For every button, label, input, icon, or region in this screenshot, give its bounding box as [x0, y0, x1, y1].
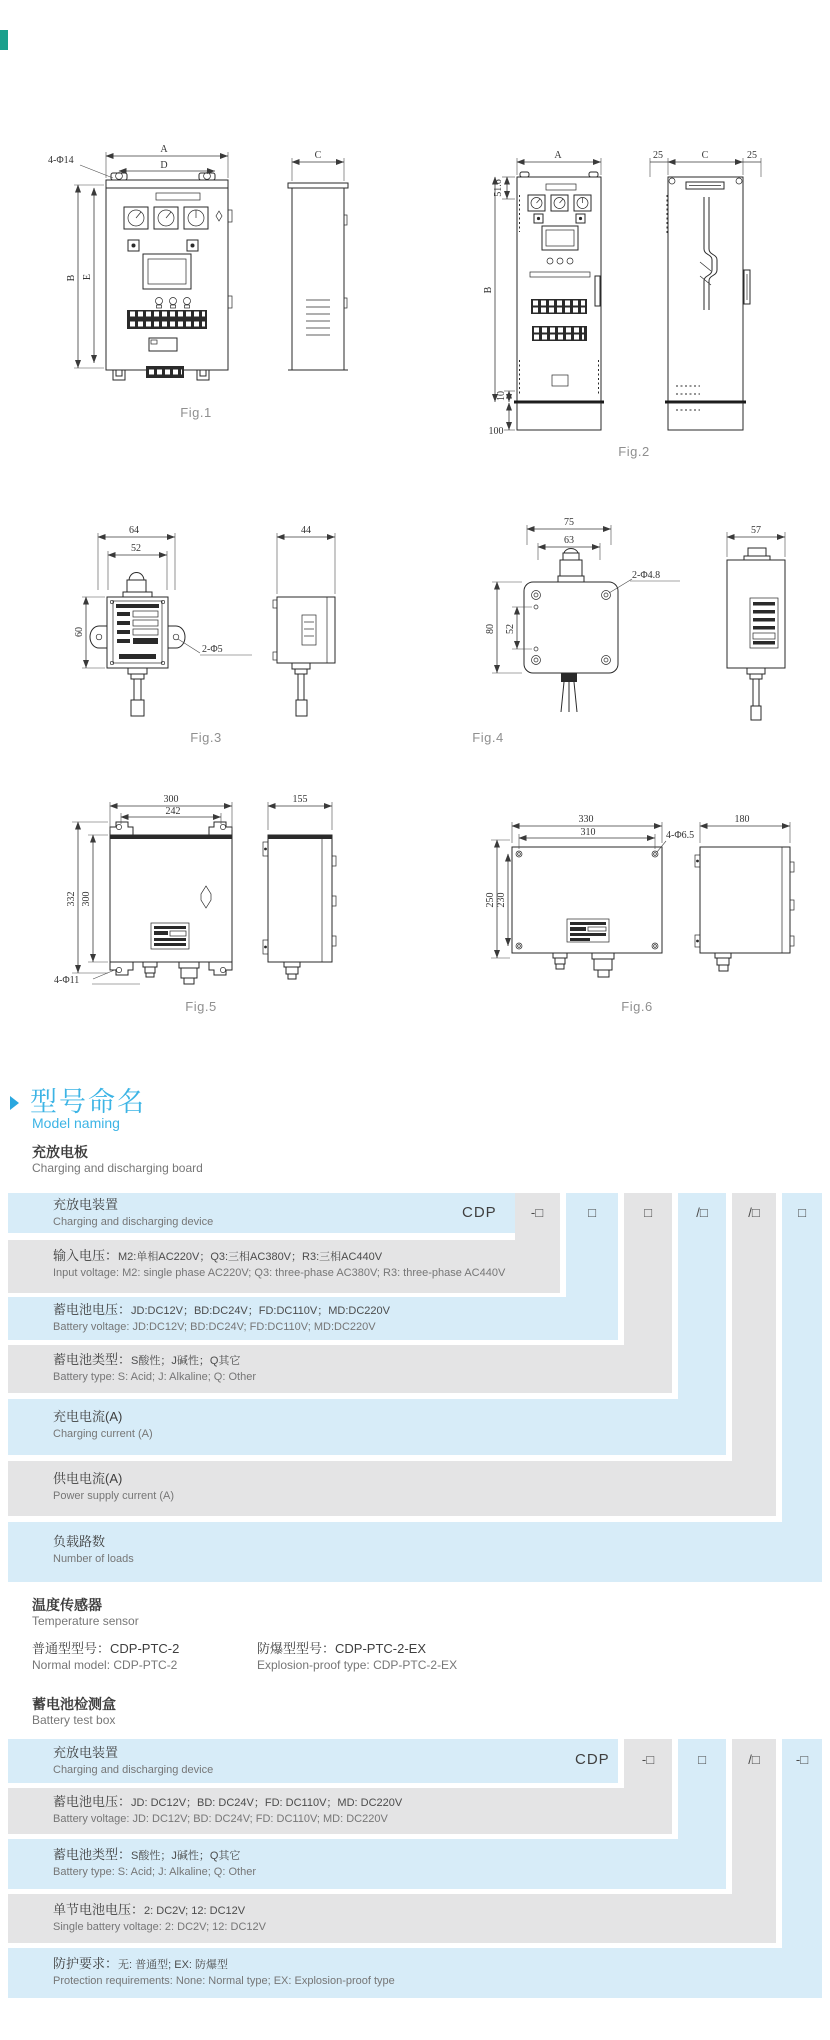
fig2-dim-516: 51.6	[493, 179, 504, 197]
fig4-holes-label: 2-Φ4.8	[632, 570, 661, 581]
testbox-heading-en: Battery test box	[32, 1713, 116, 1727]
fig2-dim-b: B	[483, 286, 494, 294]
board-row-input-voltage: 输入电压：M2:单相AC220V；Q3:三相AC380V；R3:三相AC440V Input voltage: M2: single phase AC220V; Q3: three-phase AC380V; R3: three-phase AC440V	[8, 1240, 560, 1293]
fig4-dim-52: 52	[505, 624, 516, 634]
fig1-dim-b: B	[66, 274, 77, 282]
board-model-code: CDP	[462, 1204, 497, 1221]
fig5-caption: Fig.5	[185, 999, 217, 1014]
fig5-dim-242: 242	[165, 806, 181, 817]
board-row-charging-current: 充电电流(A) Charging current (A)	[8, 1399, 726, 1455]
testbox-model-code: CDP	[575, 1751, 610, 1768]
board-symbol-4: /□	[696, 1205, 708, 1220]
testbox-symbol-2: □	[698, 1752, 706, 1767]
board-row-device: 充放电装置 Charging and discharging device	[8, 1193, 515, 1233]
fig6-dim-250: 250	[485, 892, 496, 908]
fig5-dim-300-left: 300	[81, 891, 92, 907]
testbox-symbol-3: /□	[748, 1752, 760, 1767]
fig1-dim-c: C	[314, 150, 322, 161]
fig4-dim-75: 75	[564, 517, 574, 528]
fig1-dim-a: A	[160, 144, 168, 155]
section-arrow-icon	[10, 1096, 19, 1110]
fig6-front-view	[512, 847, 662, 977]
fig5-side-view	[263, 835, 336, 979]
fig6-dimensions	[485, 814, 790, 958]
fig3-dim-44: 44	[301, 525, 311, 536]
fig5-front-view	[110, 822, 232, 984]
board-row-supply-current: 供电电流(A) Power supply current (A)	[8, 1461, 776, 1516]
fig3-side-view	[273, 597, 335, 716]
testbox-row-device: 充放电装置 Charging and discharging device	[8, 1739, 618, 1783]
fig2-dim-25l: 25	[653, 150, 663, 161]
sensor-heading-en: Temperature sensor	[32, 1614, 139, 1628]
fig5-holes-label: 4-Φ11	[54, 975, 80, 986]
board-symbol-6: □	[798, 1205, 806, 1220]
testbox-symbol-4: -□	[795, 1752, 809, 1767]
fig5-dim-332: 332	[66, 891, 77, 907]
fig3-caption: Fig.3	[190, 730, 222, 745]
fig6-holes-label: 4-Φ6.5	[666, 830, 695, 841]
fig4-front-view	[524, 549, 618, 713]
fig2-dim-100: 100	[488, 426, 504, 437]
fig5-dim-155: 155	[292, 794, 308, 805]
board-row-battery-voltage: 蓄电池电压：JD:DC12V；BD:DC24V；FD:DC110V；MD:DC220V Battery voltage: JD:DC12V; BD:DC24V; FD:DC110V; MD:DC220V	[8, 1297, 618, 1340]
fig2-dim-a: A	[554, 150, 562, 161]
fig3-dim-52: 52	[131, 543, 141, 554]
board-symbol-1: -□	[530, 1205, 544, 1220]
fig6-side-view	[695, 847, 794, 971]
sensor-normal-model-zh: 普通型型号：CDP-PTC-2	[32, 1641, 180, 1656]
fig3-dim-64: 64	[129, 525, 139, 536]
fig2-side-view	[665, 177, 750, 430]
fig1-side-view	[288, 183, 348, 370]
technical-drawings	[0, 100, 830, 1030]
board-heading-en: Charging and discharging board	[32, 1161, 203, 1175]
fig4-dim-80: 80	[485, 624, 496, 634]
board-symbol-2: □	[588, 1205, 596, 1220]
fig1-holes-label: 4-Φ14	[48, 155, 74, 166]
fig4-caption: Fig.4	[472, 730, 504, 745]
fig6-dim-330: 330	[578, 814, 594, 825]
board-row-number-of-loads: 负载路数 Number of loads	[8, 1522, 822, 1582]
fig6-caption: Fig.6	[621, 999, 653, 1014]
fig2-dim-c: C	[701, 150, 709, 161]
testbox-row-battery-voltage: 蓄电池电压：JD: DC12V；BD: DC24V；FD: DC110V；MD: DC220V Battery voltage: JD: DC12V; BD: DC24V; FD: DC110V; MD: DC220V	[8, 1788, 672, 1834]
board-heading-zh: 充放电板	[32, 1144, 88, 1160]
fig1-dim-d: D	[160, 160, 168, 171]
fig2-dim-10: 10	[496, 391, 507, 401]
board-strip-4	[678, 1193, 726, 1399]
testbox-heading-zh: 蓄电池检测盒	[32, 1696, 116, 1712]
section-subtitle: Model naming	[32, 1115, 120, 1131]
fig3-holes-label: 2-Φ5	[202, 644, 223, 655]
sensor-ex-model-en: Explosion-proof type: CDP-PTC-2-EX	[257, 1658, 458, 1672]
sensor-normal-model-en: Normal model: CDP-PTC-2	[32, 1658, 178, 1672]
fig1-dimensions	[48, 144, 344, 368]
fig2-front-view	[514, 172, 604, 430]
fig6-dim-310: 310	[580, 827, 596, 838]
page-edge-tab	[0, 30, 8, 50]
fig4-dim-57: 57	[751, 525, 761, 536]
testbox-row-protection: 防护要求：无: 普通型; EX: 防爆型 Protection requirements: None: Normal type; EX: Explosion-proof type	[8, 1948, 822, 1998]
fig6-dim-180: 180	[734, 814, 750, 825]
fig3-front-view	[90, 573, 185, 717]
fig1-dim-e: E	[82, 273, 93, 281]
fig5-dimensions	[54, 794, 332, 986]
sensor-ex-model-zh: 防爆型型号：CDP-PTC-2-EX	[257, 1641, 427, 1656]
fig1-front-view	[106, 173, 232, 380]
fig5-dim-300-top: 300	[163, 794, 179, 805]
testbox-row-battery-type: 蓄电池类型：S酸性；J碱性；Q其它 Battery type: S: Acid; J: Alkaline; Q: Other	[8, 1839, 726, 1889]
board-strip-5	[732, 1193, 776, 1461]
testbox-strip-4	[782, 1739, 822, 1948]
fig2-caption: Fig.2	[618, 444, 650, 459]
fig2-dimensions	[483, 150, 761, 437]
board-symbol-3: □	[644, 1205, 652, 1220]
fig4-dim-63: 63	[564, 535, 574, 546]
fig3-dim-60: 60	[74, 627, 85, 637]
fig1-caption: Fig.1	[180, 405, 212, 420]
testbox-symbol-1: -□	[641, 1752, 655, 1767]
sensor-heading-zh: 温度传感器	[32, 1597, 102, 1613]
fig2-dim-25r: 25	[747, 150, 757, 161]
board-row-battery-type: 蓄电池类型：S酸性；J碱性；Q其它 Battery type: S: Acid; J: Alkaline; Q: Other	[8, 1345, 672, 1393]
board-strip-6	[782, 1193, 822, 1522]
section-title: 型号命名	[30, 1087, 146, 1117]
fig4-side-view	[727, 548, 785, 720]
fig6-dim-230: 230	[496, 892, 507, 908]
board-symbol-5: /□	[748, 1205, 760, 1220]
testbox-row-single-battery-voltage: 单节电池电压：2: DC2V; 12: DC12V Single battery voltage: 2: DC2V; 12: DC12V	[8, 1894, 776, 1943]
